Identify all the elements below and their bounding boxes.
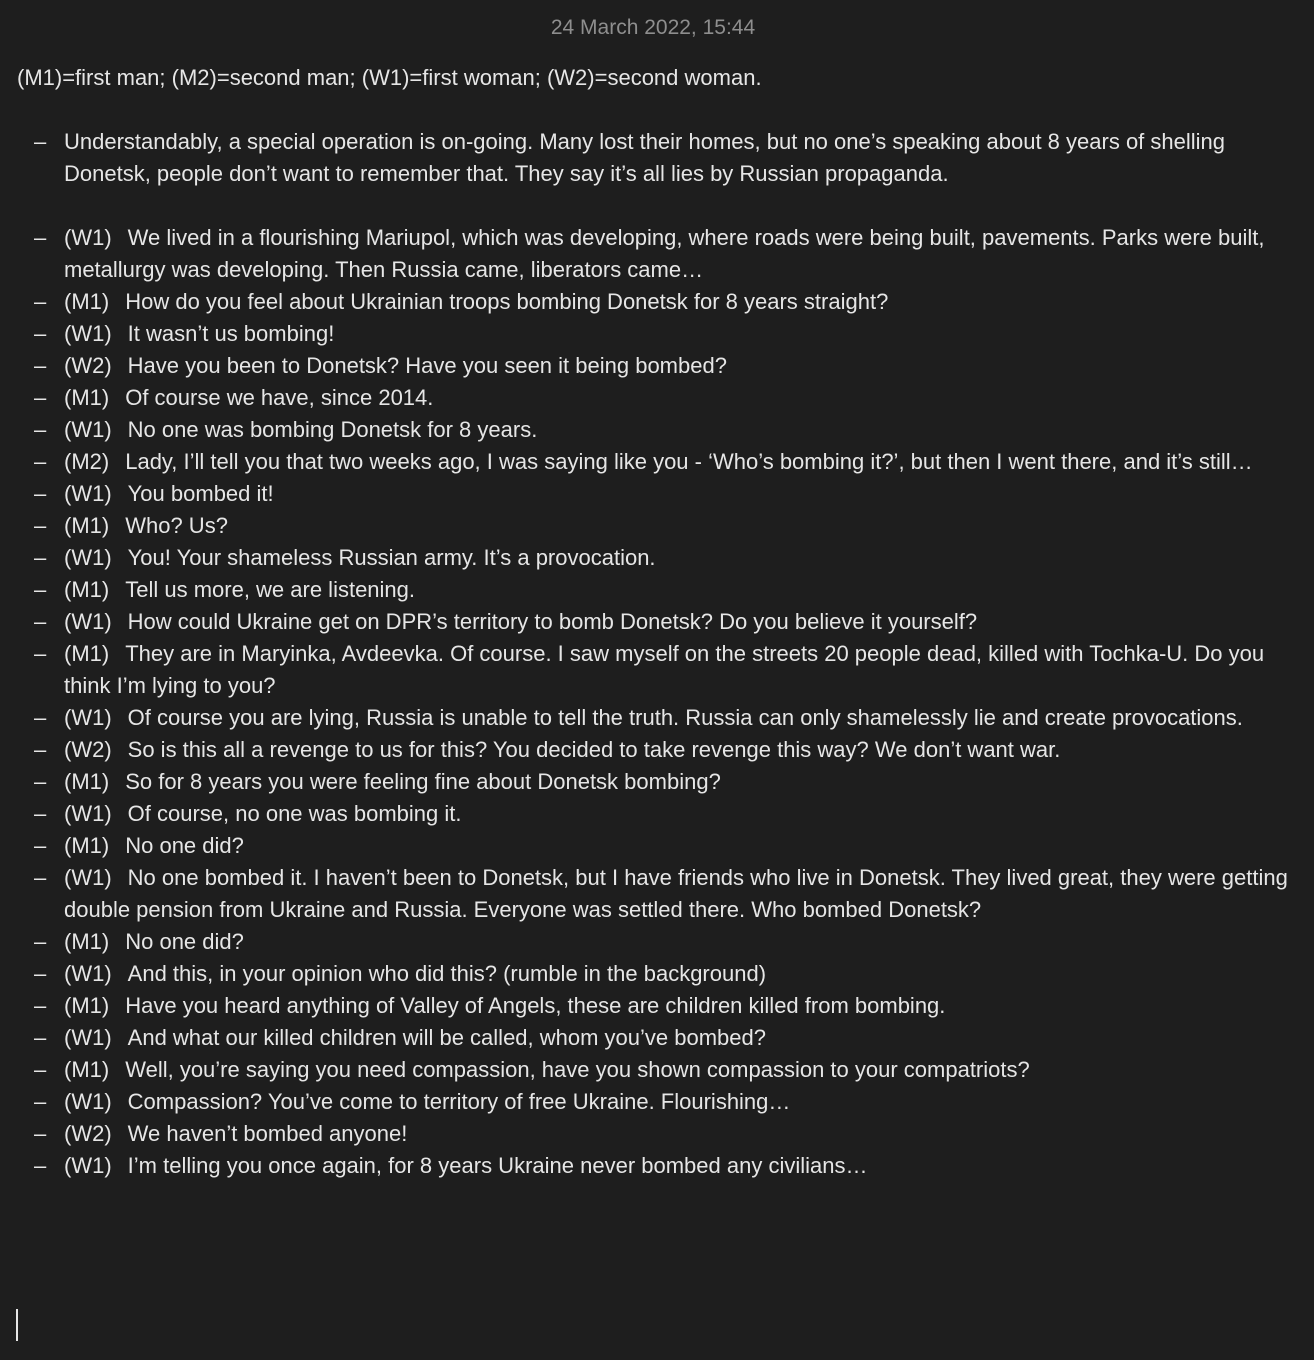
list-item — [0, 542, 1314, 574]
speaker-label: (W2) — [64, 737, 112, 762]
line-text: How could Ukraine get on DPR’s territory to bomb Donetsk? Do you believe it yourself? — [127, 609, 978, 634]
dash-bullet: – — [34, 481, 47, 506]
speaker-label: (M2) — [64, 449, 110, 474]
line-text: So for 8 years you were feeling fine about Donetsk bombing? — [125, 769, 721, 794]
dash-bullet: – — [34, 1057, 47, 1082]
speaker-label: (W1) — [64, 1089, 112, 1114]
list-item — [0, 766, 1314, 798]
speaker-label: (M1) — [64, 385, 110, 410]
dash-bullet: – — [34, 1089, 47, 1114]
line-text: So is this all a revenge to us for this? You decided to take revenge this way? We don’t want war. — [127, 737, 1061, 762]
line-text: Well, you’re saying you need compassion, have you shown compassion to your compatriots? — [125, 1057, 1030, 1082]
dash-bullet: – — [34, 449, 47, 474]
dash-bullet: – — [34, 705, 47, 730]
dash-bullet: – — [34, 417, 47, 442]
dash-bullet: – — [34, 385, 47, 410]
speaker-label: (M1) — [64, 577, 110, 602]
speaker-label: (W1) — [64, 1025, 112, 1050]
line-text: They are in Maryinka, Avdeevka. Of course. I saw myself on the streets 20 people dead, killed with Tochka-U. Do you think I’m lying to you? — [64, 641, 1265, 698]
line-text: No one bombed it. I haven’t been to Donetsk, but I have friends who live in Donetsk. They lived great, they were getting double pension from Ukraine and Russia. Everyone was settled there. Who bombed Donetsk? — [64, 865, 1288, 922]
line-text: Have you heard anything of Valley of Angels, these are children killed from bombing. — [125, 993, 946, 1018]
line-text: And this, in your opinion who did this? (rumble in the background) — [127, 961, 767, 986]
speaker-label: (W1) — [64, 609, 112, 634]
list-item — [0, 286, 1314, 318]
list-item — [0, 638, 1314, 702]
speaker-label: (M1) — [64, 833, 110, 858]
list-item — [0, 926, 1314, 958]
speaker-label: (W1) — [64, 1153, 112, 1178]
line-text: How do you feel about Ukrainian troops bombing Donetsk for 8 years straight? — [125, 289, 889, 314]
list-item — [0, 222, 1314, 286]
list-item — [0, 1022, 1314, 1054]
dash-bullet: – — [34, 1121, 47, 1146]
speaker-label: (M1) — [64, 641, 110, 666]
speaker-label: (M1) — [64, 929, 110, 954]
speaker-label: (M1) — [64, 1057, 110, 1082]
speaker-label: (W1) — [64, 705, 112, 730]
text-cursor — [16, 1309, 18, 1341]
dash-bullet: – — [34, 513, 47, 538]
dash-bullet: – — [34, 865, 47, 890]
speaker-label: (M1) — [64, 769, 110, 794]
list-item — [0, 1086, 1314, 1118]
line-text: Who? Us? — [125, 513, 228, 538]
speaker-label: (W1) — [64, 545, 112, 570]
dash-bullet: – — [34, 961, 47, 986]
dash-bullet: – — [34, 801, 47, 826]
dash-bullet: – — [34, 609, 47, 634]
line-text: It wasn’t us bombing! — [127, 321, 335, 346]
list-item — [0, 382, 1314, 414]
line-text: Of course we have, since 2014. — [125, 385, 434, 410]
line-text: You bombed it! — [127, 481, 274, 506]
dash-bullet: – — [34, 929, 47, 954]
transcript-list — [0, 126, 1314, 1182]
dash-bullet: – — [34, 737, 47, 762]
speaker-label: (W1) — [64, 801, 112, 826]
speaker-label: (M1) — [64, 289, 110, 314]
speaker-label: (M1) — [64, 993, 110, 1018]
dash-bullet: – — [34, 769, 47, 794]
speaker-label: (W1) — [64, 321, 112, 346]
dash-bullet: – — [34, 321, 47, 346]
dash-bullet: – — [34, 993, 47, 1018]
line-text: Compassion? You’ve come to territory of free Ukraine. Flourishing… — [127, 1089, 791, 1114]
list-item — [0, 414, 1314, 446]
line-text: Lady, I’ll tell you that two weeks ago, I was saying like you - ‘Who’s bombing it?’, but then I went there, and it’s still… — [125, 449, 1253, 474]
list-item — [0, 1054, 1314, 1086]
list-item — [0, 446, 1314, 478]
line-text: Have you been to Donetsk? Have you seen it being bombed? — [127, 353, 727, 378]
line-text: I’m telling you once again, for 8 years Ukraine never bombed any civilians… — [127, 1153, 868, 1178]
list-item — [0, 862, 1314, 926]
dash-bullet: – — [34, 1153, 47, 1178]
list-item — [0, 606, 1314, 638]
list-item — [0, 318, 1314, 350]
line-text: No one was bombing Donetsk for 8 years. — [127, 417, 538, 442]
note-timestamp: 24 March 2022, 15:44 — [550, 16, 756, 39]
line-text: Of course you are lying, Russia is unable to tell the truth. Russia can only shamelessly lie and create provocations. — [127, 705, 1243, 730]
dash-bullet: – — [34, 1025, 47, 1050]
intro-text: Understandably, a special operation is on-going. Many lost their homes, but no one’s speaking about 8 years of shelling Donetsk, people don’t want to remember that. They say it’s all lies by Russian propaganda. — [64, 129, 1226, 186]
list-item — [0, 1150, 1314, 1182]
list-item — [0, 574, 1314, 606]
dash-bullet: – — [34, 641, 47, 666]
speaker-label: (W1) — [64, 481, 112, 506]
speaker-label: (M1) — [64, 513, 110, 538]
list-item — [0, 990, 1314, 1022]
dash-bullet: – — [34, 577, 47, 602]
line-text: You! Your shameless Russian army. It’s a provocation. — [127, 545, 656, 570]
dash-bullet: – — [34, 289, 47, 314]
speaker-label: (W1) — [64, 961, 112, 986]
list-item — [0, 478, 1314, 510]
list-item — [0, 1118, 1314, 1150]
speaker-label: (W1) — [64, 865, 112, 890]
list-item — [0, 958, 1314, 990]
dash-bullet: – — [34, 353, 47, 378]
list-item — [0, 350, 1314, 382]
speaker-label: (W2) — [64, 1121, 112, 1146]
dash-bullet: – — [34, 833, 47, 858]
list-item — [0, 126, 1314, 190]
line-text: No one did? — [125, 833, 244, 858]
dash-bullet: – — [34, 545, 47, 570]
line-text: Of course, no one was bombing it. — [127, 801, 462, 826]
speaker-label: (W1) — [64, 225, 112, 250]
line-text: No one did? — [125, 929, 244, 954]
line-text: And what our killed children will be called, whom you’ve bombed? — [127, 1025, 766, 1050]
list-item — [0, 734, 1314, 766]
speaker-label: (W2) — [64, 353, 112, 378]
line-text: We haven’t bombed anyone! — [127, 1121, 408, 1146]
speaker-legend: (M1)=first man; (M2)=second man; (W1)=first woman; (W2)=second woman. — [17, 65, 762, 90]
list-item — [0, 702, 1314, 734]
list-item — [0, 798, 1314, 830]
line-text: Tell us more, we are listening. — [125, 577, 416, 602]
line-text: We lived in a flourishing Mariupol, which was developing, where roads were being built, pavements. Parks were built, metallurgy was developing. Then Russia came, liberators came… — [64, 225, 1265, 282]
list-item — [0, 510, 1314, 542]
dash-bullet: – — [34, 129, 47, 154]
dash-bullet: – — [34, 225, 47, 250]
speaker-label: (W1) — [64, 417, 112, 442]
list-item — [0, 830, 1314, 862]
